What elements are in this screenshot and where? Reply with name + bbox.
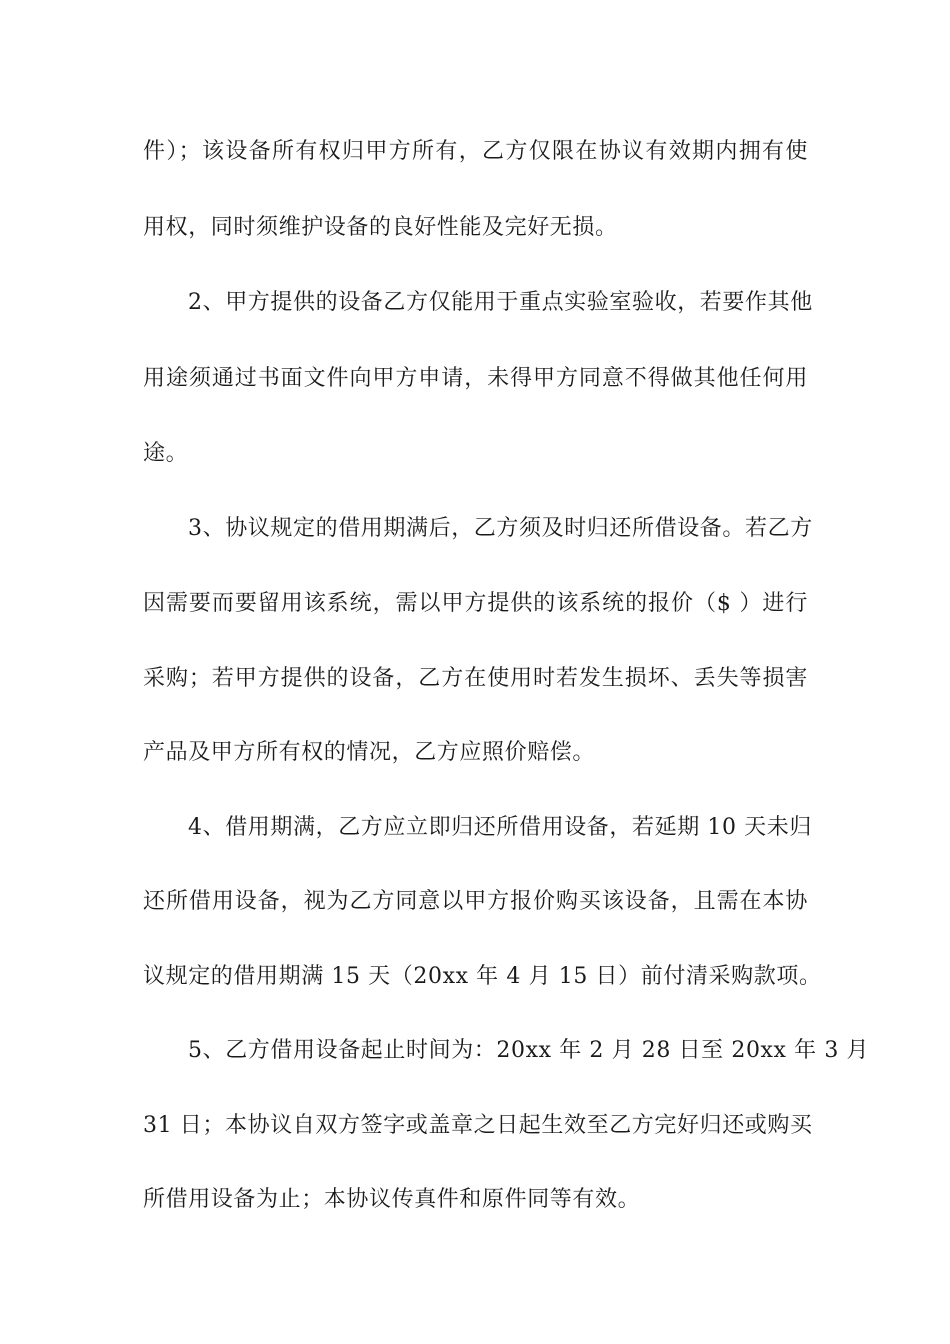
clause-2-line-3: 途。 [143, 441, 189, 466]
clause-1-line-2: 用权，同时须维护设备的良好性能及完好无损。 [143, 215, 618, 240]
clause-4-line-1: 4、借用期满，乙方应立即归还所借用设备，若延期 10 天未归 [188, 815, 812, 840]
clause-5-line-2: 31 日；本协议自双方签字或盖章之日起生效至乙方完好归还或购买 [143, 1113, 813, 1138]
clause-5-line-1: 5、乙方借用设备起止时间为：20xx 年 2 月 28 日至 20xx 年 3 月 [188, 1038, 870, 1063]
clause-3-line-2: 因需要而要留用该系统，需以甲方提供的该系统的报价（$ ）进行 [143, 591, 808, 616]
clause-1-line-1: 件）；该设备所有权归甲方所有，乙方仅限在协议有效期内拥有使 [143, 139, 808, 164]
clause-5-line-3: 所借用设备为止；本协议传真件和原件同等有效。 [143, 1187, 641, 1212]
clause-4-line-3: 议规定的借用期满 15 天（20xx 年 4 月 15 日）前付清采购款项。 [143, 964, 822, 989]
clause-3-line-1: 3、协议规定的借用期满后，乙方须及时归还所借设备。若乙方 [188, 516, 813, 541]
clause-2-line-1: 2、甲方提供的设备乙方仅能用于重点实验室验收，若要作其他 [188, 290, 813, 315]
clause-3-line-3: 采购；若甲方提供的设备，乙方在使用时若发生损坏、丢失等损害 [143, 666, 808, 691]
clause-2-line-2: 用途须通过书面文件向甲方申请，未得甲方同意不得做其他任何用 [143, 366, 808, 391]
clause-3-line-4: 产品及甲方所有权的情况，乙方应照价赔偿。 [143, 740, 596, 765]
clause-4-line-2: 还所借用设备，视为乙方同意以甲方报价购买该设备，且需在本协 [143, 889, 808, 914]
